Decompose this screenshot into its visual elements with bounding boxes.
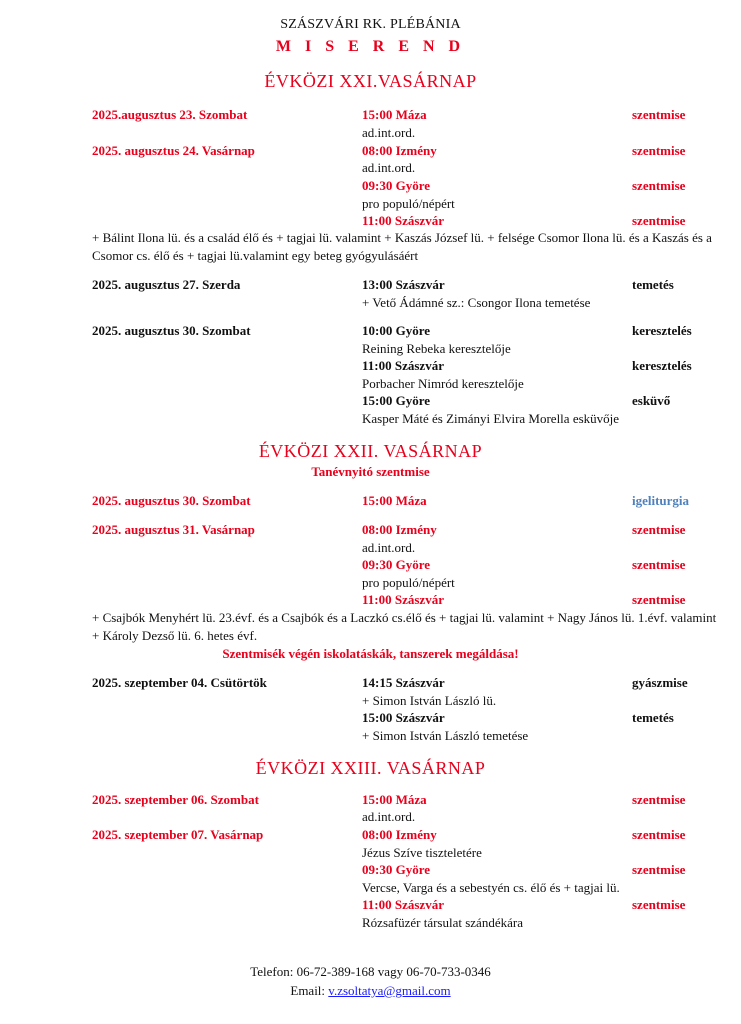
schedule-row bbox=[0, 792, 741, 810]
row-note: + Simon István László temetése bbox=[362, 728, 529, 743]
row-time: 15:00 Máza bbox=[362, 107, 427, 122]
schedule-note-row bbox=[0, 341, 741, 359]
row-type: keresztelés bbox=[632, 323, 692, 338]
intention-paragraph: + Bálint Ilona lü. és a család élő és + tagjai lü. valamint + Kaszás József lü. + felsége Csomor Ilona lü. és a Kaszás és a Csomor cs. élő és + tagjai lü.valamint egy beteg gyógyulásáért bbox=[92, 230, 712, 263]
schedule-note-row bbox=[0, 575, 741, 593]
row-time: 15:00 Máza bbox=[362, 792, 427, 807]
row-note: pro populó/népért bbox=[362, 196, 455, 211]
row-type: szentmise bbox=[632, 143, 686, 158]
schedule-row bbox=[0, 827, 741, 845]
row-date: 2025. augusztus 31. Vasárnap bbox=[92, 522, 255, 537]
row-note: ad.int.ord. bbox=[362, 125, 416, 140]
footer-phone: Telefon: 06-72-389-168 vagy 06-70-733-0346 bbox=[250, 964, 491, 979]
schedule-note-row bbox=[0, 809, 741, 827]
schedule-note-row bbox=[0, 915, 741, 933]
week-1-title: ÉVKÖZI XXI.VASÁRNAP bbox=[264, 71, 477, 91]
row-date: 2025. szeptember 06. Szombat bbox=[92, 792, 259, 807]
row-time: 08:00 Izmény bbox=[362, 522, 437, 537]
parish-name: SZÁSZVÁRI RK. PLÉBÁNIA bbox=[280, 17, 461, 32]
row-type: gyászmise bbox=[632, 675, 688, 690]
blessing-notice: Szentmisék végén iskolatáskák, tanszerek megáldása! bbox=[222, 646, 519, 661]
schedule-row bbox=[0, 107, 741, 125]
row-type: szentmise bbox=[632, 213, 686, 228]
schedule-row bbox=[0, 143, 741, 161]
schedule-note-row bbox=[0, 160, 741, 178]
row-date: 2025.augusztus 23. Szombat bbox=[92, 107, 248, 122]
schedule-row bbox=[0, 178, 741, 196]
schedule-row bbox=[0, 358, 741, 376]
schedule-row bbox=[0, 393, 741, 411]
row-note: Jézus Szíve tiszteletére bbox=[362, 845, 482, 860]
row-note: ad.int.ord. bbox=[362, 540, 416, 555]
schedule-note-row bbox=[0, 880, 741, 898]
row-date: 2025. szeptember 04. Csütörtök bbox=[92, 675, 267, 690]
schedule-note-row bbox=[0, 125, 741, 143]
row-time: 09:30 Györe bbox=[362, 862, 430, 877]
schedule-note-row bbox=[0, 845, 741, 863]
row-type: szentmise bbox=[632, 862, 686, 877]
row-type: szentmise bbox=[632, 897, 686, 912]
row-type: szentmise bbox=[632, 557, 686, 572]
row-time: 11:00 Szászvár bbox=[362, 213, 444, 228]
schedule-note-row bbox=[0, 376, 741, 394]
row-note: ad.int.ord. bbox=[362, 809, 416, 824]
row-note: pro populó/népért bbox=[362, 575, 455, 590]
row-type: szentmise bbox=[632, 827, 686, 842]
schedule-row bbox=[0, 592, 741, 610]
row-note: Rózsafüzér társulat szándékára bbox=[362, 915, 523, 930]
row-note: Reining Rebeka keresztelője bbox=[362, 341, 511, 356]
row-note: Porbacher Nimród keresztelője bbox=[362, 376, 524, 391]
schedule-row bbox=[0, 710, 741, 728]
row-date: 2025. augusztus 30. Szombat bbox=[92, 493, 251, 508]
schedule-row bbox=[0, 557, 741, 575]
week-2-subtitle: Tanévnyitó szentmise bbox=[311, 464, 430, 479]
row-time: 10:00 Györe bbox=[362, 323, 430, 338]
schedule-note-row bbox=[0, 693, 741, 711]
schedule-row bbox=[0, 862, 741, 880]
row-time: 15:00 Máza bbox=[362, 493, 427, 508]
email-link[interactable]: v.zsoltatya@gmail.com bbox=[328, 983, 451, 998]
row-type: temetés bbox=[632, 277, 674, 292]
row-type: temetés bbox=[632, 710, 674, 725]
row-note: ad.int.ord. bbox=[362, 160, 416, 175]
schedule-row bbox=[0, 493, 741, 511]
row-time: 11:00 Szászvár bbox=[362, 358, 444, 373]
email-label: Email: bbox=[290, 983, 326, 998]
row-type: szentmise bbox=[632, 792, 686, 807]
schedule-row bbox=[0, 897, 741, 915]
schedule-title: M I S E R E N D bbox=[275, 38, 466, 55]
row-type: szentmise bbox=[632, 592, 686, 607]
schedule-note-row bbox=[0, 411, 741, 429]
row-time: 15:00 Szászvár bbox=[362, 710, 445, 725]
row-note: Kasper Máté és Zimányi Elvira Morella esküvője bbox=[362, 411, 620, 426]
week-3-title: ÉVKÖZI XXIII. VASÁRNAP bbox=[255, 758, 486, 778]
row-date: 2025. augusztus 27. Szerda bbox=[92, 277, 241, 292]
row-note: + Simon István László lü. bbox=[362, 693, 497, 708]
schedule-note-row bbox=[0, 728, 741, 746]
schedule-row bbox=[0, 675, 741, 693]
row-note: Vercse, Varga és a sebestyén cs. élő és + tagjai lü. bbox=[362, 880, 620, 895]
row-date: 2025. szeptember 07. Vasárnap bbox=[92, 827, 264, 842]
row-date: 2025. augusztus 24. Vasárnap bbox=[92, 143, 255, 158]
week-2-title: ÉVKÖZI XXII. VASÁRNAP bbox=[258, 441, 483, 461]
row-time: 09:30 Györe bbox=[362, 178, 430, 193]
intention-paragraph: + Csajbók Menyhért lü. 23.évf. és a Csajbók és a Laczkó cs.élő és + tagjai lü. valamint + Nagy János lü. 1.évf. valamint + Károly Dezső lü. 6. hetes évf. bbox=[92, 610, 717, 643]
row-time: 09:30 Györe bbox=[362, 557, 430, 572]
row-type: szentmise bbox=[632, 522, 686, 537]
row-time: 08:00 Izmény bbox=[362, 827, 437, 842]
row-time: 14:15 Szászvár bbox=[362, 675, 445, 690]
schedule-row bbox=[0, 323, 741, 341]
row-time: 11:00 Szászvár bbox=[362, 592, 444, 607]
row-type: esküvő bbox=[632, 393, 671, 408]
row-type: szentmise bbox=[632, 178, 686, 193]
row-time: 15:00 Györe bbox=[362, 393, 430, 408]
row-time: 08:00 Izmény bbox=[362, 143, 437, 158]
schedule-note-row bbox=[0, 196, 741, 214]
row-type: szentmise bbox=[632, 107, 686, 122]
schedule-note-row bbox=[0, 540, 741, 558]
row-type: igeliturgia bbox=[632, 493, 690, 508]
row-time: 13:00 Szászvár bbox=[362, 277, 445, 292]
schedule-row bbox=[0, 522, 741, 540]
schedule-note-row bbox=[0, 295, 741, 313]
row-type: keresztelés bbox=[632, 358, 692, 373]
schedule-row bbox=[0, 277, 741, 295]
row-date: 2025. augusztus 30. Szombat bbox=[92, 323, 251, 338]
row-time: 11:00 Szászvár bbox=[362, 897, 444, 912]
footer-email-line bbox=[0, 983, 741, 999]
row-note: + Vető Ádámné sz.: Csongor Ilona temetése bbox=[362, 295, 591, 310]
